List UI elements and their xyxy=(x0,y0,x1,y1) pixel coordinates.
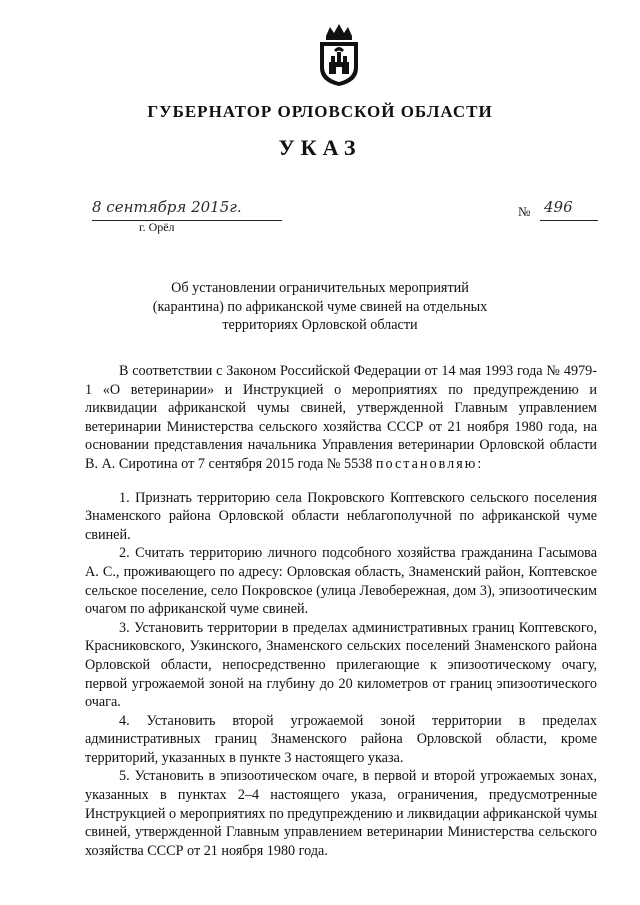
date-underline xyxy=(92,220,282,221)
decree-item: 2. Считать территорию личного подсобного хозяйства гражданина Гасымова А. С., проживающего по адресу: Орловская область, Знаменский район, Коптевское сельское поселение, село Покровское (улица Левобережная, дом 3), эпизоотическим очагом по африканской чуме свиней. xyxy=(85,545,597,618)
coat-of-arms-icon xyxy=(312,22,366,88)
title-line: территориях Орловской области xyxy=(222,317,418,333)
issuing-authority: ГУБЕРНАТОР ОРЛОВСКОЙ ОБЛАСТИ xyxy=(147,102,493,121)
decree-item: 5. Установить в эпизоотическом очаге, в первой и второй угрожаемых зонах, указанных в пунктах 2–4 настоящего указа, ограничения, предусмотренные Инструкцией о мероприятиях по предупреждению и ликвидации африканской чумы свиней, утвержденной Главным управлением ветеринарии Министерства сельского хозяйства СССР от 21 ноября 1980 года. xyxy=(85,768,597,859)
decree-item: 4. Установить второй угрожаемой зоной территории в пределах административных границ Знаменского района Орловской области, кроме территорий, указанных в пункте 3 настоящего указа. xyxy=(85,712,597,766)
decree-item: 3. Установить территории в пределах административных границ Коптевского, Красниковского, Узкинского, Знаменского сельских поселений Знаменского района Орловской области, непосредственно прилегающие к эпизоотическому очагу, первой угрожаемой зоной на глубину до 20 километров от границ эпизоотического очага. xyxy=(85,619,597,711)
title-line: (карантина) по африканской чуме свиней на отдельных xyxy=(152,298,488,315)
preamble-paragraph xyxy=(85,362,597,474)
document-title xyxy=(110,279,530,335)
document-type: УКАЗ xyxy=(278,135,362,160)
date-field xyxy=(92,198,282,224)
decree-word: постановляю: xyxy=(375,455,484,472)
number-label: № xyxy=(518,204,531,219)
number-underline xyxy=(540,220,598,221)
city-label: г. Орёл xyxy=(139,220,175,234)
preamble-text: В соответствии с Законом Российской Федерации от 14 мая 1993 года № 4979-1 «О ветеринарии» и Инструкцией о мероприятиях по предупреждению и ликвидации африканской чумы свиней, утвержденной Главным управлением ветеринарии Министерства сельского хозяйства СССР от 21 ноября 1980 года, на основании представления начальника Управления ветеринарии Орловской области В. А. Сиротина от 7 сентября 2015 года № 5538 xyxy=(85,363,597,472)
number-field xyxy=(518,198,598,224)
decree-item: 1. Признать территорию села Покровского Коптевского сельского поселения Знаменского района Орловской области неблагополучной по африканской чуме свиней. xyxy=(85,489,597,543)
document-body xyxy=(85,362,597,860)
handwritten-date: 8 сентября 2015г. xyxy=(92,198,242,216)
title-line: Об установлении ограничительных мероприятий xyxy=(171,280,469,296)
handwritten-number: 496 xyxy=(544,198,573,216)
